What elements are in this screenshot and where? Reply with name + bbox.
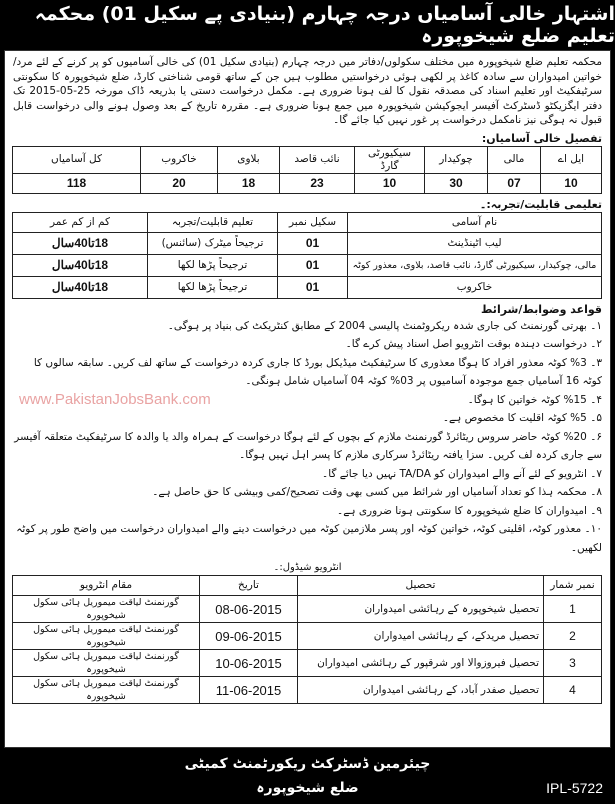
ad-title: اشتہار خالی آسامیاں درجہ چہارم (بنیادی پے سکیل 01) محکمہ تعلیم ضلع شیخوپورہ	[0, 0, 615, 50]
rules-list	[13, 317, 602, 558]
table-cell: 08-06-2015	[200, 596, 298, 623]
table-cell: 18تا40سال	[13, 276, 148, 298]
table-cell: تحصیل مریدکے، کے رہائشی امیدواران	[298, 623, 544, 650]
table-cell: 10	[355, 173, 425, 193]
table-cell: 01	[278, 232, 348, 254]
table-header: بلاوی	[218, 146, 280, 173]
vacancies-heading: تفصیل خالی آسامیاں:	[481, 131, 602, 145]
table-cell: گورنمنٹ لیاقت میموریل ہائی سکول شیخوپورہ	[13, 677, 200, 704]
table-cell: لیب اٹینڈینٹ	[348, 232, 602, 254]
rule-item: ۶۔ 20% کوٹہ حاضر سروس ریٹائرڈ گورنمنٹ ملازم کے بچوں کے لئے ہوگا درخواست کے ہمراہ والد یا والدہ کا سرٹیفکیٹ متعلقہ آفیسر سے جاری کردہ لف کریں۔ سزا یافتہ ریٹائرڈ سرکاری ملازم کا پسر اہل نہیں ہوگا۔	[14, 430, 602, 462]
table-row	[13, 623, 602, 650]
table-cell: 2	[544, 623, 602, 650]
table-cell: مالی، چوکیدار، سیکیورٹی گارڈ، نائب قاصد، بلاوی، معذور کوٹہ	[348, 254, 602, 276]
rule-item: ۱۔ بھرتی گورنمنٹ کی جاری شدہ ریکروٹمنٹ پالیسی 2004 کے مطابق کنٹریکٹ کی بنیاد پر ہوگی۔	[167, 319, 602, 332]
table-cell: تحصیل شیخوپورہ کے رہائشی امیدواران	[298, 596, 544, 623]
ad-body	[4, 50, 611, 748]
table-header: کم از کم عمر	[13, 212, 148, 232]
table-cell: تحصیل صفدر آباد، کے رہائشی امیدواران	[298, 677, 544, 704]
ad-code: IPL-5722	[546, 780, 603, 796]
table-cell: 09-06-2015	[200, 623, 298, 650]
table-cell: گورنمنٹ لیاقت میموریل ہائی سکول شیخوپورہ	[13, 596, 200, 623]
qualification-table	[12, 212, 602, 299]
table-cell: 3	[544, 650, 602, 677]
schedule-heading: انٹرویو شیڈول:۔	[273, 562, 342, 574]
table-cell: 07	[488, 173, 541, 193]
rule-item: ۷۔ انٹرویو کے لئے آنے والے امیدواران کو TA/DA نہیں دیا جائے گا۔	[322, 467, 602, 480]
rule-item: ۳۔ 3% کوٹہ معذور افراد کا ہوگا معذوری کا سرٹیفکیٹ میڈیکل بورڈ کا جاری کردہ درخواست کے ساتھ لف کریں۔ سابقہ سالوں کا کوٹہ 16 آسامیاں جمع موجودہ آسامیوں پر 03% کوٹہ 04 آسامیاں شامل ہونگی۔	[33, 356, 602, 388]
table-header: ایل اے	[541, 146, 602, 173]
table-cell: 01	[278, 276, 348, 298]
table-cell: 20	[141, 173, 218, 193]
table-row	[13, 677, 602, 704]
table-row	[13, 276, 602, 298]
table-header: خاکروب	[141, 146, 218, 173]
table-cell: 18تا40سال	[13, 232, 148, 254]
table-row	[13, 173, 602, 193]
table-cell: 10-06-2015	[200, 650, 298, 677]
table-cell: 118	[13, 173, 141, 193]
footer-signature	[0, 748, 615, 804]
table-cell: 01	[278, 254, 348, 276]
table-header: نام آسامی	[348, 212, 602, 232]
rule-item	[13, 391, 602, 410]
table-cell: 4	[544, 677, 602, 704]
table-header-row	[13, 576, 602, 596]
table-cell: خاکروب	[348, 276, 602, 298]
table-cell: ترجیحاً پڑھا لکھا	[148, 254, 278, 276]
table-header: تحصیل	[298, 576, 544, 596]
table-row	[13, 650, 602, 677]
footer-line-2: ضلع شیخوپورہ	[256, 780, 359, 796]
table-header: تعلیم قابلیت/تجربہ	[148, 212, 278, 232]
table-row	[13, 254, 602, 276]
table-header: سکیل نمبر	[278, 212, 348, 232]
rule-item: ۸۔ محکمہ ہذا کو تعداد آسامیاں اور شرائط میں کسی بھی وقت تصحیح/کمی وبیشی کا حق حاصل ہے۔	[152, 486, 602, 499]
table-header: چوکیدار	[425, 146, 488, 173]
rule-item: ۵۔ 5% کوٹہ اقلیت کا مخصوص ہے۔	[442, 412, 602, 425]
rule-text: ۴۔ 15% کوٹہ خواتین کا ہوگا۔	[467, 393, 602, 406]
table-cell: تحصیل فیروزوالا اور شرقپور کے رہائشی امیدواران	[298, 650, 544, 677]
table-header: نمبر شمار	[544, 576, 602, 596]
table-cell: 11-06-2015	[200, 677, 298, 704]
table-header: مالی	[488, 146, 541, 173]
rule-item: ۲۔ درخواست دہندہ بوقت انٹرویو اصل اسناد پیش کرے گا۔	[345, 338, 602, 351]
table-row	[13, 596, 602, 623]
rules-heading: قواعد وضوابط/شرائط	[481, 302, 602, 316]
table-header: نائب قاصد	[280, 146, 355, 173]
table-cell: 18	[218, 173, 280, 193]
table-header: مقام انٹرویو	[13, 576, 200, 596]
table-cell: 23	[280, 173, 355, 193]
table-header: سیکیورٹی گارڈ	[355, 146, 425, 173]
footer-line-1: چیئرمین ڈسٹرکٹ ریکورٹمنٹ کمیٹی	[184, 756, 431, 772]
table-header: کل آسامیاں	[13, 146, 141, 173]
table-cell: گورنمنٹ لیاقت میموریل ہائی سکول شیخوپورہ	[13, 623, 200, 650]
table-cell: 10	[541, 173, 602, 193]
table-cell: ترجیحاً پڑھا لکھا	[148, 276, 278, 298]
qualification-heading: تعلیمی قابلیت/تجربہ:۔	[479, 197, 602, 211]
table-cell: گورنمنٹ لیاقت میموریل ہائی سکول شیخوپورہ	[13, 650, 200, 677]
intro-paragraph: محکمہ تعلیم ضلع شیخوپورہ میں مختلف سکولوں/دفاتر میں درجہ چہارم (بنیادی سکیل 01) کی خالی آسامیوں کو پر کرنے کے لئے مرد/خواتین امیدواران سے سادہ کاغذ پر لکھی ہوئی درخواستیں مطلوب ہیں جن کے ساتھ قومی شناختی کارڈ، ضلع شیخوپورہ کا سکونتی سرٹیفکیٹ اور تعلیم اسناد کی مصدقہ نقول کا لف ہونا ضروری ہے۔ مکمل درخواست دستی یا بذریعہ ڈاک مورخہ 25-05-2015 تک دفتر ایگزیکٹو ڈسٹرکٹ آفیسر ایجوکیشن شیخوپورہ میں جمع ہونا ضروری ہے۔ مقررہ تاریخ کے بعد وصول ہونے والی درخواست قابل قبول نہ ہوگی نیز نامکمل درخواست پر غور نہیں کیا جائے گا۔	[13, 56, 602, 127]
vacancies-table	[12, 146, 602, 194]
table-row	[13, 232, 602, 254]
rule-item: ۱۰۔ معذور کوٹہ، اقلیتی کوٹہ، خواتین کوٹہ اور پسر ملازمین کوٹہ میں درخواست دینے والے امیدواران درخواست میں واضح طور پر کوٹہ لکھیں۔	[16, 523, 602, 554]
table-cell: 30	[425, 173, 488, 193]
table-cell: ترجیحاً میٹرک (سائنس)	[148, 232, 278, 254]
table-header-row	[13, 146, 602, 173]
rule-item: ۹۔ امیدواران کا ضلع شیخوپورہ کا سکونتی ہونا ضروری ہے۔	[337, 504, 602, 517]
table-header-row	[13, 212, 602, 232]
watermark: www.PakistanJobsBank.com	[19, 390, 211, 408]
table-cell: 18تا40سال	[13, 254, 148, 276]
schedule-table	[12, 575, 602, 704]
table-cell: 1	[544, 596, 602, 623]
table-header: تاریخ	[200, 576, 298, 596]
